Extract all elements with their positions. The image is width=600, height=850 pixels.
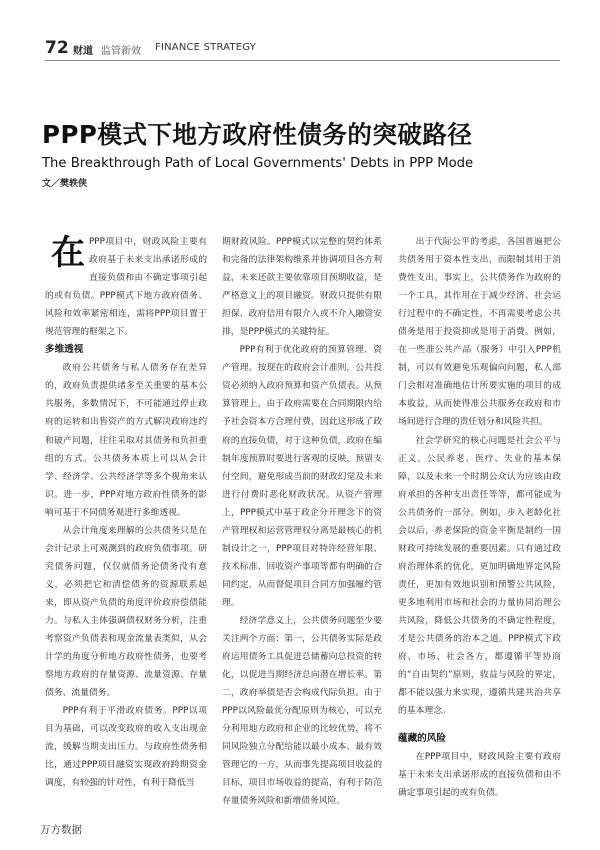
paragraph: PPP有利于优化政府的预算管理、资产管理。按现在的政府会计准则，公共投资必须纳入政府预算和资产负债表。从预算管理上，由于政府需要在合同期限内给予社会资本方合理付费，因此这形成了政府的直接负债，对于这种负债，政府在编制年度预算时要进行客观的反映，预留支付空间，避免形成当前的财政幻觉及未来进行付费时恶化财政状况。从资产管理上，PPP模式中基于政企分开理念下的资产管理权和运营管理权分离是最核心的机制设计之一，PPP项目对特许经营年限、技术标准、回收资产事项等都有明确的合同约定，从而督促项目合同方加强履约管理。 <box>222 345 382 608</box>
section-heading: 多维透视 <box>45 344 84 356</box>
text-column-2 <box>222 233 382 811</box>
article-title: PPP模式下地方政府性债务的突破路径 <box>42 120 473 149</box>
page-number: 72 <box>45 38 69 58</box>
lead-paragraph: PPP项目中，财政风险主要有政府基于未来支出承诺形成的直接负债和由不确定事项引起的或有负债。PPP模式下地方政府债务、风险和效率紧密相连，需将PPP项目置于规范管理的框架之下。 <box>45 237 207 338</box>
paragraph: PPP有利于平滑政府债务。PPP以项目为基础，可以改变政府的收入支出现金流，缓解当期支出压力。与政府性债务相比，通过PPP项目融资实现政府跨期资金调度，有较强的针对性，有利于降低当 <box>45 706 207 789</box>
paragraph: 经济学意义上，公共债务问题至少要关注两个方面：第一，公共债务实际是政府运用债务工具促进总储蓄向总投资的转化，以促进当期经济总向潜在增长率。第二，政府举债是否会构成代际负担。由于PPP以风险最优分配原则为核心，可以充分利用地方政府和企业的比较优势，将不同风险独立分配给能以最小成本、最有效管理它的一方，从而事先提高项目收益的目标，项目市场收益的提高，有利于防范存量债务风险和新增债务风险。 <box>222 615 382 807</box>
section-name: 财道 <box>73 46 93 57</box>
paragraph: 社会学研究的核心问题是社会公平与正义。公民养老、医疗、失业的基本保障，以及未来一个时期公众认为应该由政府承担的各种支出责任等等，都可能成为公共债务的一部分。例如，步入老龄化社会以后，养老保险的资金平衡是制约一国财政可持续发展的重要因素。只有通过政府治理体系的优化，更加明确地界定风险责任，更加有效地识别和预警公共风险，更多地利用市场和社会的力量协同治理公共风险，降低公共债务的不确定性程度，才是公共债务的治本之道。PPP模式下政府、市场、社会各方，都遵循平等协商的“自由契约”原则，收益与风险的界定，都不能以强力来实现，遵循共建共治共享的基本理念。 <box>398 435 561 717</box>
article-author: 文／樊轶侠 <box>42 179 88 189</box>
paragraph: 政府公共债务与私人债务存在差异的，政府负责提供诸多至关重要的基本公共服务，多数情况下，不可能通过停止政府的运转和出售资产的方式解决政府违约和破产问题，往往采取对其债务和负担重组的方式。公共债务本质上可以从会计学、经济学、公共经济学等多个视角来认识。进一步，PPP对地方政府性债务的影响可基于不同债务观进行多维透视。 <box>45 363 207 518</box>
footer-source: 万方数据 <box>40 824 82 836</box>
paragraph: 期财政风险。PPP模式以完整的契约体系和完备的法律架构维系并协调项目各方利益，未来还款主要依靠项目预期收益，是严格意义上的项目融资。财政只提供有限担保、政府信用有限介入或不介入融资安排，是PPP模式的关键特征。 <box>222 237 382 338</box>
text-column-1 <box>45 233 207 792</box>
running-header <box>45 38 565 60</box>
header-divider <box>45 60 560 61</box>
text-column-3 <box>398 233 561 802</box>
paragraph: 在PPP项目中，财政风险主要有政府基于未来支出承诺形成的直接负债和由不确定事项引起的或有负债。 <box>398 752 561 799</box>
subsection-name: 监管新效 <box>101 46 141 57</box>
paragraph: 出于代际公平的考虑，各国普遍把公共债务用于资本性支出，而限制其用于消费性支出。事实上，公共债务作为政府的一个工具，其作用在于减少经济、社会运行过程中的不确定性，不再需要考虑公共债务是用于投资抑或是用于消费。例如，在一些准公共产品（服务）中引入PPP机制，可以有效避免乐观偏向问题，私人部门会相对准确地估计所要实施的项目的成本收益，从而使得准公共服务在政府和市场间进行合理的责任划分和风险共担。 <box>398 237 561 428</box>
section-tag: FINANCE STRATEGY <box>155 42 257 53</box>
article-title-english: The Breakthrough Path of Local Governments' Debts in PPP Mode <box>42 156 474 171</box>
section-heading: 蕴藏的风险 <box>398 733 446 745</box>
drop-cap: 在 <box>51 233 85 273</box>
paragraph: 从会计角度来理解的公共债务只是在会计记录上可观测到的政府负债事项。研究债务问题，仅仅就债务论债务没有意义，必须把它和清偿债务的资源联系起来，即从资产负债的角度评价政府偿债能力。与私人主体强调债权财务分析，注重考察资产负债表和现金流量表类似，从会计学的角度分析地方政府性债务，也要考察地方政府的存量资源、流量资源、存量债务、流量债务。 <box>45 525 207 699</box>
